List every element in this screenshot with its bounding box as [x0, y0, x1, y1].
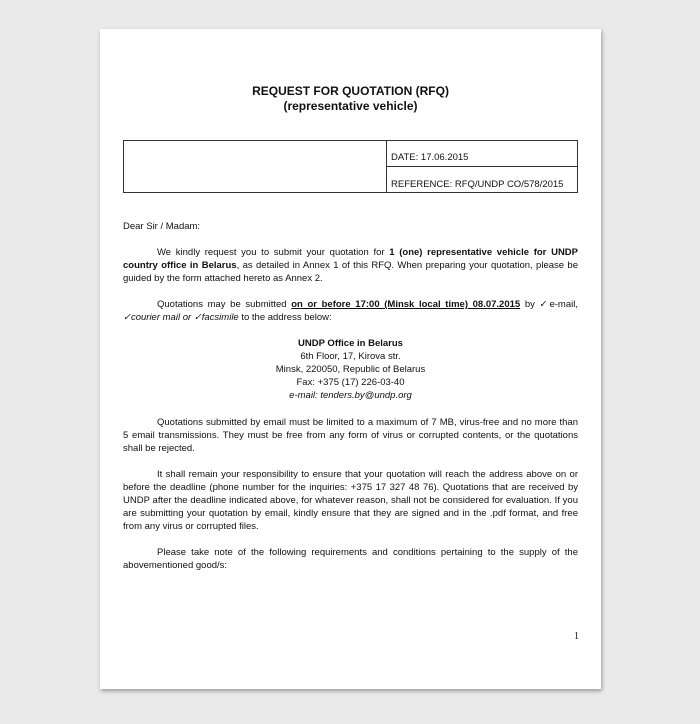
- address-line-1: 6th Floor, 17, Kirova str.: [300, 351, 401, 362]
- title-line-2: (representative vehicle): [283, 99, 418, 113]
- paragraph-submission-text-c: to the address below:: [238, 312, 332, 323]
- paragraph-submission-text-b: by: [520, 299, 540, 310]
- paragraph-request-text-a: We kindly request you to submit your quotation for: [157, 247, 390, 258]
- address-line-2: Minsk, 220050, Republic of Belarus: [275, 364, 426, 375]
- reference-cell: REFERENCE: RFQ/UNDP CO/578/2015: [391, 179, 564, 190]
- salutation: Dear Sir / Madam:: [123, 221, 201, 232]
- page-number: 1: [574, 631, 579, 642]
- address-block: [123, 337, 578, 402]
- address-email: e-mail: tenders.by@undp.org: [289, 390, 412, 401]
- paragraph-request-text-b: , as detailed in Annex 1 of this RFQ. When preparing your quotation, please be guided by the form attached hereto as Annex 2.: [123, 260, 578, 284]
- fax-option: ✓facsimile: [193, 312, 239, 323]
- header-table: [123, 140, 578, 193]
- title-line-1: REQUEST FOR QUOTATION (RFQ): [252, 84, 449, 98]
- paragraph-submission-text-a: Quotations may be submitted: [157, 299, 292, 310]
- document-title: [100, 84, 601, 114]
- paragraph-submission: [123, 298, 578, 324]
- email-option: ✓e-mail,: [539, 299, 578, 310]
- address-fax: Fax: +375 (17) 226-03-40: [296, 377, 405, 388]
- paragraph-email-limits: Quotations submitted by email must be limited to a maximum of 7 MB, virus-free and no more than 5 email transmissions. They must be free from any form of virus or corrupted contents, or the quotations shall be rejected.: [123, 417, 578, 454]
- paragraph-request-bold: 1 (one) representative vehicle for UNDP country office in Belarus: [123, 247, 579, 271]
- paragraph-responsibility: It shall remain your responsibility to ensure that your quotation will reach the address above on or before the deadline (phone number for the inquiries: +375 17 327 48 76). Quotations that are received by UNDP after the deadline indicated above, for whatever reason, shall not be considered for evaluation. If you are submitting your quotation by email, kindly ensure that they are signed and in the .pdf format, and free from any virus or corrupted files.: [123, 469, 578, 532]
- deadline-text: on or before 17:00 (Minsk local time) 08.07.2015: [291, 299, 521, 310]
- paragraph-request: [123, 246, 578, 285]
- paragraph-requirements: Please take note of the following requirements and conditions pertaining to the supply of the abovementioned good/s:: [123, 547, 578, 571]
- courier-option: ✓courier mail or: [123, 312, 194, 323]
- address-name: UNDP Office in Belarus: [298, 338, 403, 349]
- header-table-blank-cell: [124, 141, 387, 192]
- date-cell: DATE: 17.06.2015: [387, 141, 577, 167]
- document-page: [100, 29, 601, 689]
